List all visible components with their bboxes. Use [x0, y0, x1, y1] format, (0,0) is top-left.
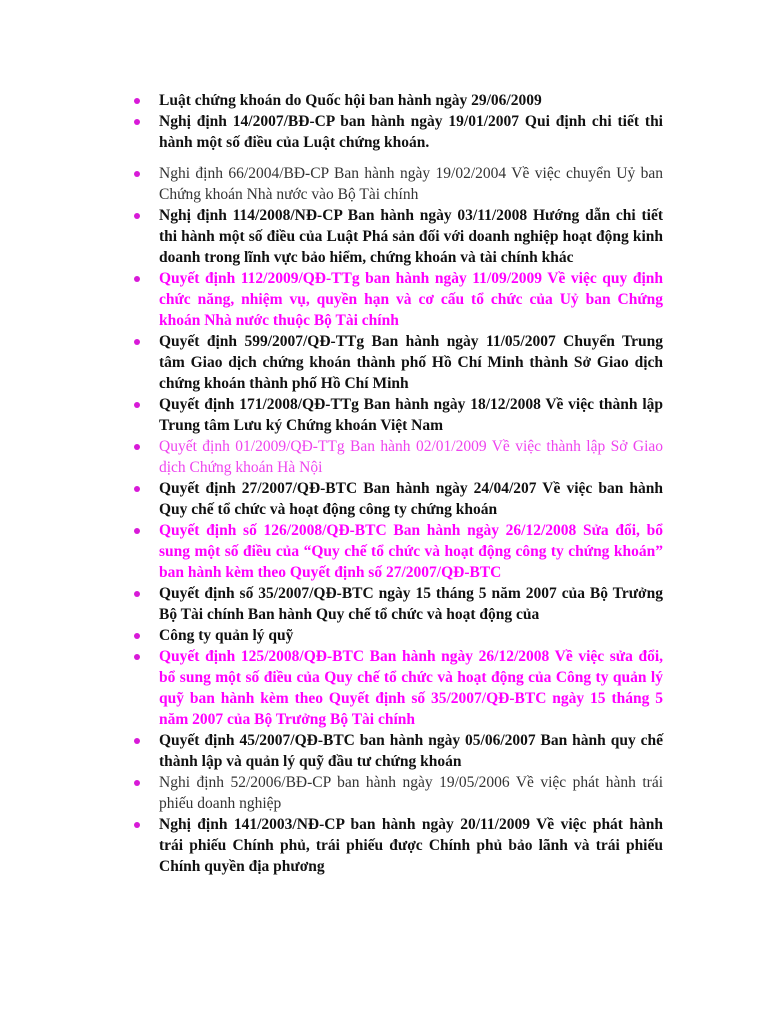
list-item-text: Quyết định số 35/2007/QĐ-BTC ngày 15 tháng 5 năm 2007 của Bộ Trưởng Bộ Tài chính Ban hành Quy chế tổ chức và hoạt động của — [159, 585, 663, 623]
bullet-icon — [134, 633, 140, 639]
list-item-text: Nghi định 52/2006/BĐ-CP ban hành ngày 19/05/2006 Về việc phát hành trái phiếu doanh nghiệp — [159, 774, 663, 812]
bullet-icon — [134, 738, 140, 744]
list-item — [133, 583, 663, 625]
list-item-text: Quyết định 27/2007/QĐ-BTC Ban hành ngày 24/04/207 Về việc ban hành Quy chế tổ chức và hoạt động công ty chứng khoán — [159, 480, 663, 518]
list-item — [133, 478, 663, 520]
bullet-icon — [134, 654, 140, 660]
list-item — [133, 268, 663, 331]
bullet-icon — [134, 822, 140, 828]
list-item-text: Nghị định 14/2007/BĐ-CP ban hành ngày 19/01/2007 Qui định chi tiết thi hành một số điều của Luật chứng khoán. — [159, 113, 663, 151]
list-item-text: Công ty quản lý quỹ — [159, 627, 294, 644]
list-item-text: Luật chứng khoán do Quốc hội ban hành ngày 29/06/2009 — [159, 92, 542, 109]
list-item — [133, 730, 663, 772]
bullet-icon — [134, 339, 140, 345]
list-item — [133, 436, 663, 478]
bullet-icon — [134, 402, 140, 408]
list-item-text: Nghị định 141/2003/NĐ-CP ban hành ngày 20/11/2009 Về việc phát hành trái phiếu Chính phủ, trái phiếu được Chính phủ bảo lãnh và trái phiếu Chính quyền địa phương — [159, 816, 663, 875]
bullet-icon — [134, 486, 140, 492]
list-item-text: Nghi định 66/2004/BĐ-CP Ban hành ngày 19/02/2004 Về việc chuyển Uỷ ban Chứng khoán Nhà nước vào Bộ Tài chính — [159, 165, 663, 203]
bullet-icon — [134, 528, 140, 534]
list-item — [133, 163, 663, 205]
bullet-icon — [134, 444, 140, 450]
bullet-icon — [134, 276, 140, 282]
list-item — [133, 331, 663, 394]
list-item — [133, 394, 663, 436]
bullet-icon — [134, 171, 140, 177]
list-item — [133, 646, 663, 730]
list-item — [133, 772, 663, 814]
list-item-text: Quyết định 01/2009/QĐ-TTg Ban hành 02/01/2009 Về việc thành lập Sở Giao dịch Chứng khoán Hà Nội — [159, 438, 663, 476]
bullet-icon — [134, 591, 140, 597]
list-item-text: Quyết định 171/2008/QĐ-TTg Ban hành ngày 18/12/2008 Về việc thành lập Trung tâm Lưu ký Chứng khoán Việt Nam — [159, 396, 663, 434]
list-item — [133, 625, 663, 646]
list-item-text: Nghị định 114/2008/NĐ-CP Ban hành ngày 03/11/2008 Hướng dẫn chi tiết thi hành một số điều của Luật Phá sản đối với doanh nghiệp hoạt động kinh doanh trong lĩnh vực bảo hiểm, chứng khoán và tài chính khác — [159, 207, 663, 266]
legal-document-list — [133, 90, 663, 877]
list-item-text: Quyết định 112/2009/QĐ-TTg ban hành ngày 11/09/2009 Về việc quy định chức năng, nhiệm vụ, quyền hạn và cơ cấu tổ chức của Uỷ ban Chứng khoán Nhà nước thuộc Bộ Tài chính — [159, 270, 663, 329]
bullet-icon — [134, 119, 140, 125]
list-item — [133, 814, 663, 877]
list-item — [133, 90, 663, 111]
list-item — [133, 520, 663, 583]
bullet-icon — [134, 213, 140, 219]
bullet-icon — [134, 98, 140, 104]
list-item-text: Quyết định 125/2008/QĐ-BTC Ban hành ngày 26/12/2008 Về việc sửa đổi, bổ sung một số điều của Quy chế tổ chức và hoạt động của Công ty quản lý quỹ ban hành kèm theo Quyết định số 35/2007/QĐ-BTC ngày 15 tháng 5 năm 2007 của Bộ Trưởng Bộ Tài chính — [159, 648, 663, 728]
list-item-text: Quyết định số 126/2008/QĐ-BTC Ban hành ngày 26/12/2008 Sửa đổi, bổ sung một số điều của “Quy chế tổ chức và hoạt động công ty chứng khoán” ban hành kèm theo Quyết định số 27/2007/QĐ-BTC — [159, 522, 663, 581]
list-item-text: Quyết định 599/2007/QĐ-TTg Ban hành ngày 11/05/2007 Chuyển Trung tâm Giao dịch chứng khoán thành phố Hồ Chí Minh thành Sở Giao dịch chứng khoán thành phố Hồ Chí Minh — [159, 333, 663, 392]
list-item-text: Quyết định 45/2007/QĐ-BTC ban hành ngày 05/06/2007 Ban hành quy chế thành lập và quản lý quỹ đầu tư chứng khoán — [159, 732, 663, 770]
list-item — [133, 111, 663, 153]
bullet-icon — [134, 780, 140, 786]
list-item — [133, 205, 663, 268]
